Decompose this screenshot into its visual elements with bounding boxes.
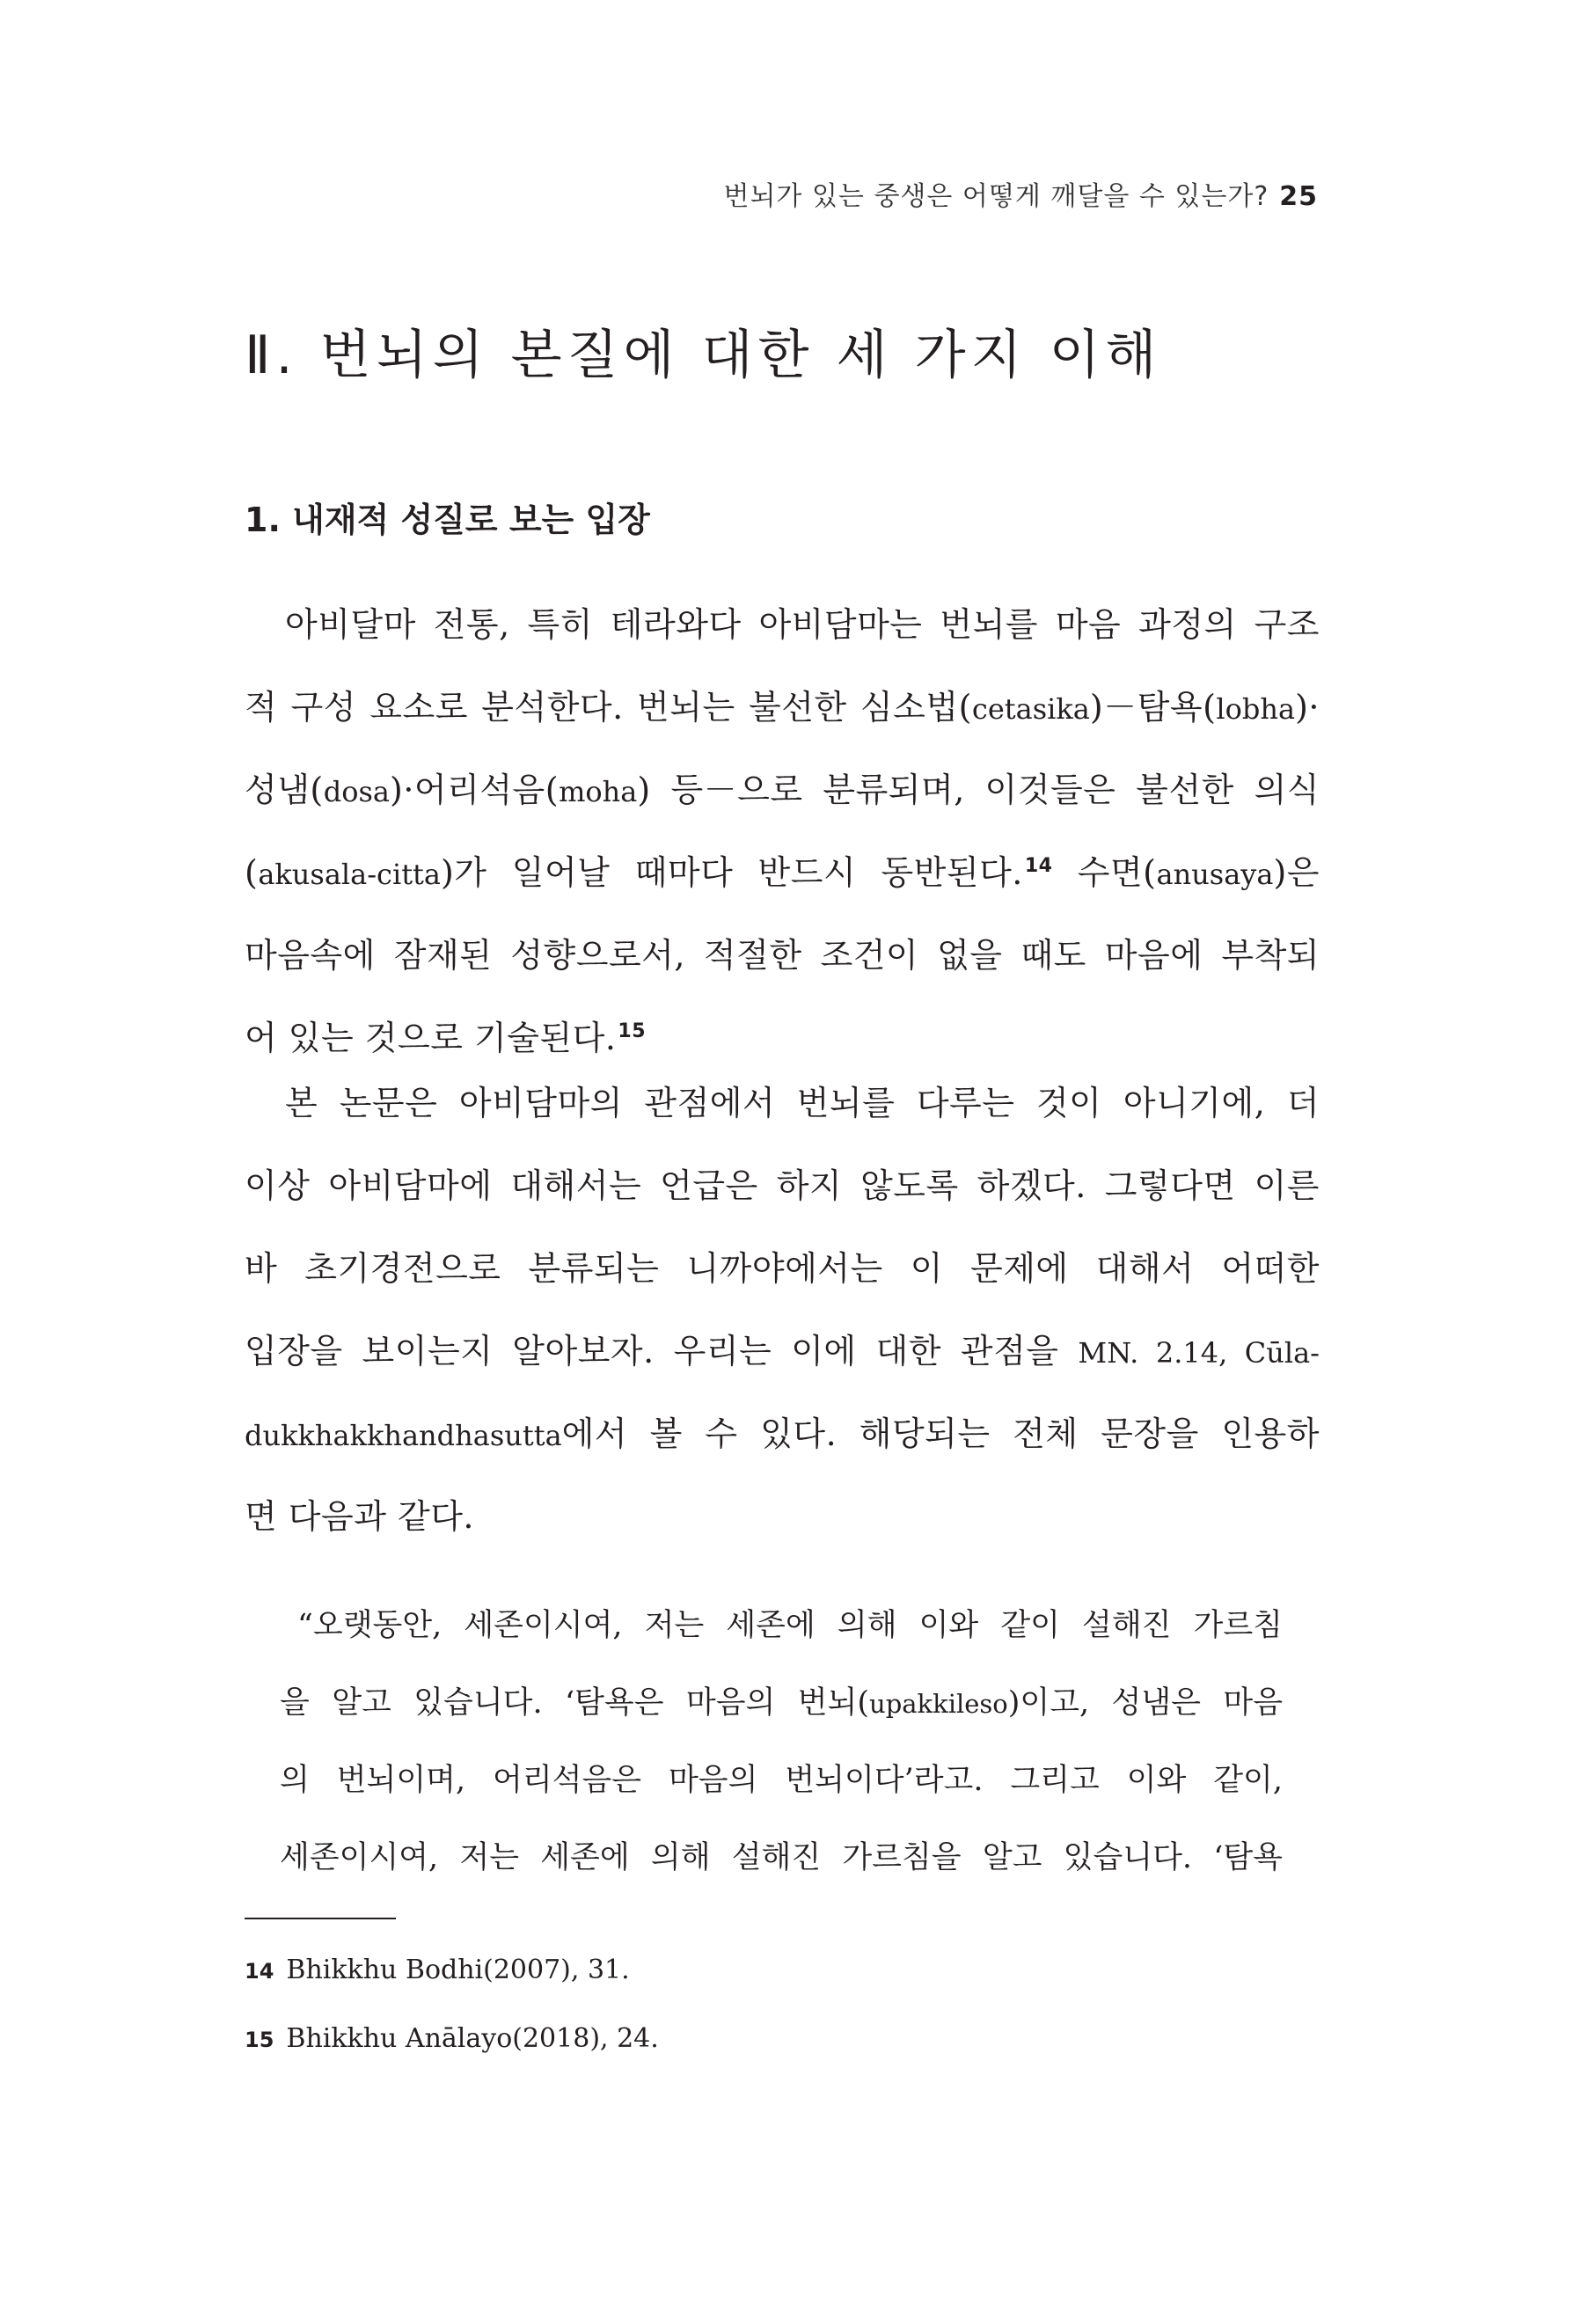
footnote-number: 15 [245,2028,274,2052]
footnote-divider [245,1918,396,1919]
paragraph-line: dukkhakkhandhasutta에서 볼 수 있다. 해당되는 전체 문장을 인용하 [245,1414,1320,1453]
paragraph-line: 면 다음과 같다. [245,1497,474,1536]
footnote-14 [245,1955,630,1985]
quote-line: 의 번뇌이며, 어리석음은 마음의 번뇌이다’라고. 그리고 이와 같이, [280,1763,1283,1798]
paragraph-line: 이상 아비담마에 대해서는 언급은 하지 않도록 하겠다. 그렇다면 이른 [245,1166,1320,1205]
section-heading: 1. 내재적 성질로 보는 입장 [245,501,650,539]
quote-line: 을 알고 있습니다. ‘탐욕은 마음의 번뇌(upakkileso)이고, 성냄은 마음 [280,1685,1284,1721]
paragraph-line: 아비달마 전통, 특히 테라와다 아비담마는 번뇌를 마음 과정의 구조 [285,605,1320,644]
footnote-text: Bhikkhu Anālayo(2018), 24. [286,2023,659,2054]
running-title: 번뇌가 있는 중생은 어떻게 깨달을 수 있는가? [723,181,1269,212]
footnote-text: Bhikkhu Bodhi(2007), 31. [286,1955,630,1985]
quote-line: 세존이시여, 저는 세존에 의해 설해진 가르침을 알고 있습니다. ‘탐욕 [280,1840,1283,1875]
paragraph-line: 성냄(dosa)·어리석음(moha) 등－으로 분류되며, 이것들은 불선한 의식 [245,771,1320,809]
paragraph-line: (akusala-citta)가 일어날 때마다 반드시 동반된다.$^{14}$ 수면(anusaya)은 [245,853,1320,892]
paragraph-line: 적 구성 요소로 분석한다. 번뇌는 불선한 심소법(cetasika)－탐욕(lobha)· [245,688,1320,727]
paragraph-line: 마음속에 잠재된 성향으로서, 적절한 조건이 없을 때도 마음에 부착되 [245,936,1320,975]
chapter-title: Ⅱ. 번뇌의 본질에 대한 세 가지 이해 [245,325,1162,386]
footnote-ref-15[interactable]: 15 [618,1020,647,1043]
paragraph-line: 본 논문은 아비담마의 관점에서 번뇌를 다루는 것이 아니기에, 더 [285,1084,1320,1122]
running-header [723,174,1318,213]
paragraph-line: 바 초기경전으로 분류되는 니까야에서는 이 문제에 대해서 어떠한 [245,1249,1320,1288]
footnote-number: 14 [245,1959,274,1984]
quote-line: “오랫동안, 세존이시여, 저는 세존에 의해 이와 같이 설해진 가르침 [297,1608,1283,1643]
page-number: 25 [1279,181,1318,212]
footnote-ref-14[interactable]: 14 [1024,855,1053,878]
paragraph-line: 어 있는 것으로 기술된다.$^{15}$ [245,1019,647,1057]
paragraph-line: 입장을 보이는지 알아보자. 우리는 이에 대한 관점을 MN. 2.14, Cūla- [245,1332,1320,1370]
footnote-15 [245,2023,659,2054]
